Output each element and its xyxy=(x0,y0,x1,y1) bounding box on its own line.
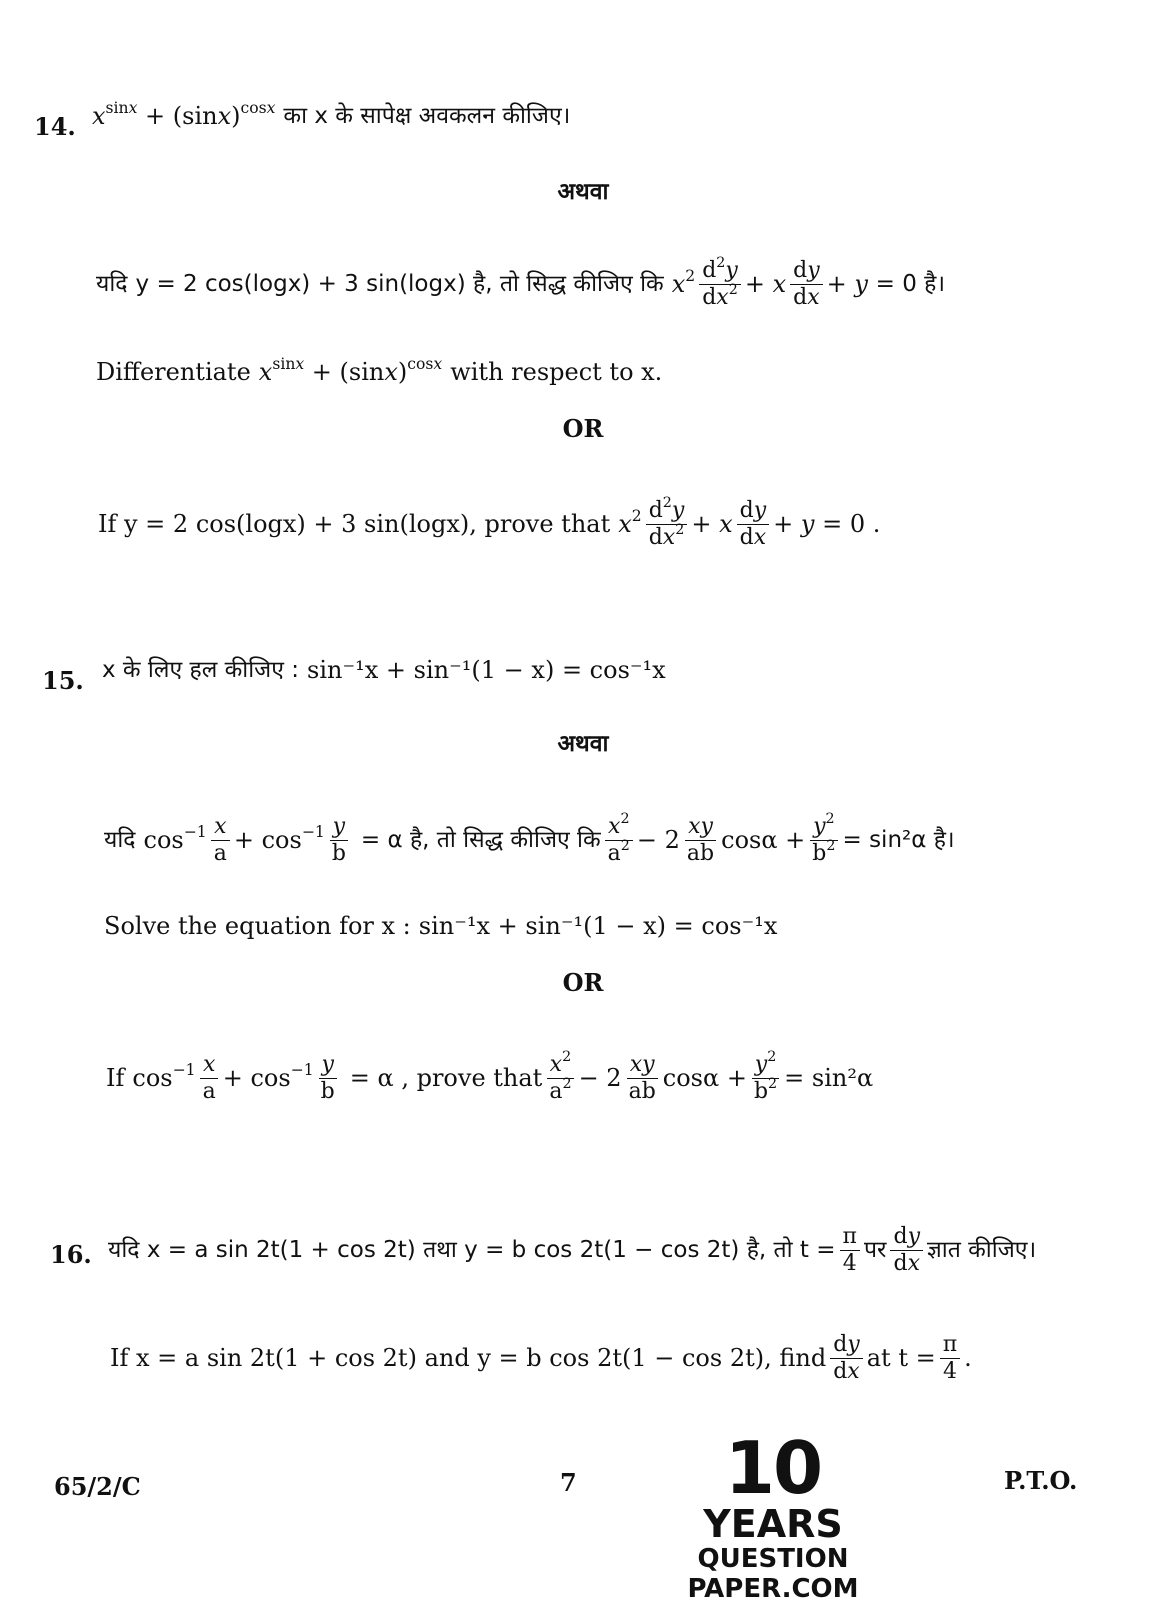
q15-english-question xyxy=(104,914,777,938)
q15-english-alternative: If $\cos^{-1}$ $\frac{x}{a}$ + $\cos^{-1}$ $\frac{y}{b}$ = α , prove that $\frac{x^2}{a^2}$ − 2 $\frac{xy}{ab}$ cosα + $\frac{y^2}{b^2}$ = sin²α xyxy=(106,1049,874,1104)
q14-hindi-or: अथवा xyxy=(557,179,609,205)
q14-hindi-question xyxy=(92,99,571,130)
q16-english-text: If x = a sin 2t(1 + cos 2t) and y = b cos 2t(1 − cos 2t), find xyxy=(110,1344,827,1372)
q16-english-question: If x = a sin 2t(1 + cos 2t) and y = b cos 2t(1 − cos 2t), find $\frac{dy}{dx}$ at t = $\frac{\pi}{4}$ . xyxy=(110,1332,972,1384)
q14-english-end: = 0 . xyxy=(822,510,881,538)
q16-english-end: . xyxy=(964,1344,972,1372)
q14-expression: $x^{sinx} + (\sin x)^{cosx}$ xyxy=(92,99,276,130)
watermark-ten: 10 xyxy=(724,1426,822,1510)
q14-english-pre: Differentiate xyxy=(96,358,251,386)
q14-hindi-if: यदि xyxy=(96,270,128,297)
q15-english-or: OR xyxy=(562,968,604,997)
q15-hindi-mid: = α है, तो सिद्ध कीजिए कि xyxy=(360,826,601,853)
q14-english-if: If y = 2 cos(logx) + 3 sin(logx), prove that xyxy=(98,510,611,538)
q14-english-alternative: If y = 2 cos(logx) + 3 sin(logx), prove that $x^2$ $\frac{d^2y}{dx^2}$ + x $\frac{dy}{dx}$ + y = 0 . xyxy=(98,495,881,550)
q14-english-post: with respect to x. xyxy=(450,358,663,386)
q15-english-if: If xyxy=(106,1064,125,1092)
watermark-years: YEARS xyxy=(703,1502,843,1546)
page-number: 7 xyxy=(560,1468,577,1497)
q14-hindi-text: का x के सापेक्ष अवकलन कीजिए। xyxy=(283,102,571,129)
q14-english-or: OR xyxy=(562,414,604,443)
q15-hindi-alternative: यदि $\cos^{-1}$ $\frac{x}{a}$ + $\cos^{-1}$ $\frac{y}{b}$ = α है, तो सिद्ध कीजिए कि $\frac{x^2}{a^2}$ − 2 $\frac{xy}{ab}$ cosα + $\frac{y^2}{b^2}$ = sin²α है। xyxy=(104,811,955,866)
question-number-15: 15. xyxy=(42,666,84,695)
q15-hindi-question xyxy=(102,658,666,682)
q15-english-solve: Solve the equation for x : xyxy=(104,912,411,940)
q14-hindi-given: y = 2 cos(logx) + 3 sin(logx) है, तो सिद्ध कीजिए कि xyxy=(135,270,664,297)
question-number-16: 16. xyxy=(50,1240,92,1269)
watermark-site: QUESTION PAPER.COM xyxy=(687,1544,859,1604)
q16-hindi-end: ज्ञात कीजिए। xyxy=(927,1236,1037,1263)
q16-hindi-text: यदि x = a sin 2t(1 + cos 2t) तथा y = b cos 2t(1 − cos 2t) है, तो t = xyxy=(108,1236,836,1263)
paper-code: 65/2/C xyxy=(54,1472,141,1501)
q14-english-question: Differentiate $x^{sinx} + (\sin x)^{cosx}$ with respect to x. xyxy=(96,355,663,386)
q16-english-mid: at t = xyxy=(866,1344,936,1372)
q15-hindi-if: यदि xyxy=(104,826,136,853)
q15-english-equation: sin⁻¹x + sin⁻¹(1 − x) = cos⁻¹x xyxy=(418,912,778,940)
q15-hindi-end: = sin²α है। xyxy=(842,826,955,853)
watermark-logo xyxy=(628,1426,918,1604)
q15-english-end: = sin²α xyxy=(784,1064,874,1092)
pto-label: P.T.O. xyxy=(1004,1466,1078,1495)
q15-hindi-or: अथवा xyxy=(557,731,609,757)
question-number-14: 14. xyxy=(34,112,76,141)
q16-hindi-question: यदि x = a sin 2t(1 + cos 2t) तथा y = b cos 2t(1 − cos 2t) है, तो t = $\frac{\pi}{4}$ पर $\frac{dy}{dx}$ ज्ञात कीजिए। xyxy=(108,1224,1037,1276)
q15-english-mid: = α , prove that xyxy=(349,1064,543,1092)
q15-equation: sin⁻¹x + sin⁻¹(1 − x) = cos⁻¹x xyxy=(307,656,666,684)
q16-hindi-mid: पर xyxy=(863,1236,887,1263)
q14-hindi-end: = 0 है। xyxy=(875,270,946,297)
q15-hindi-solve: x के लिए हल कीजिए : xyxy=(102,656,300,683)
q14-hindi-alternative: यदि y = 2 cos(logx) + 3 sin(logx) है, तो सिद्ध कीजिए कि $x^2$ $\frac{d^2y}{dx^2}$ + x $\frac{dy}{dx}$ + y = 0 है। xyxy=(96,255,946,310)
